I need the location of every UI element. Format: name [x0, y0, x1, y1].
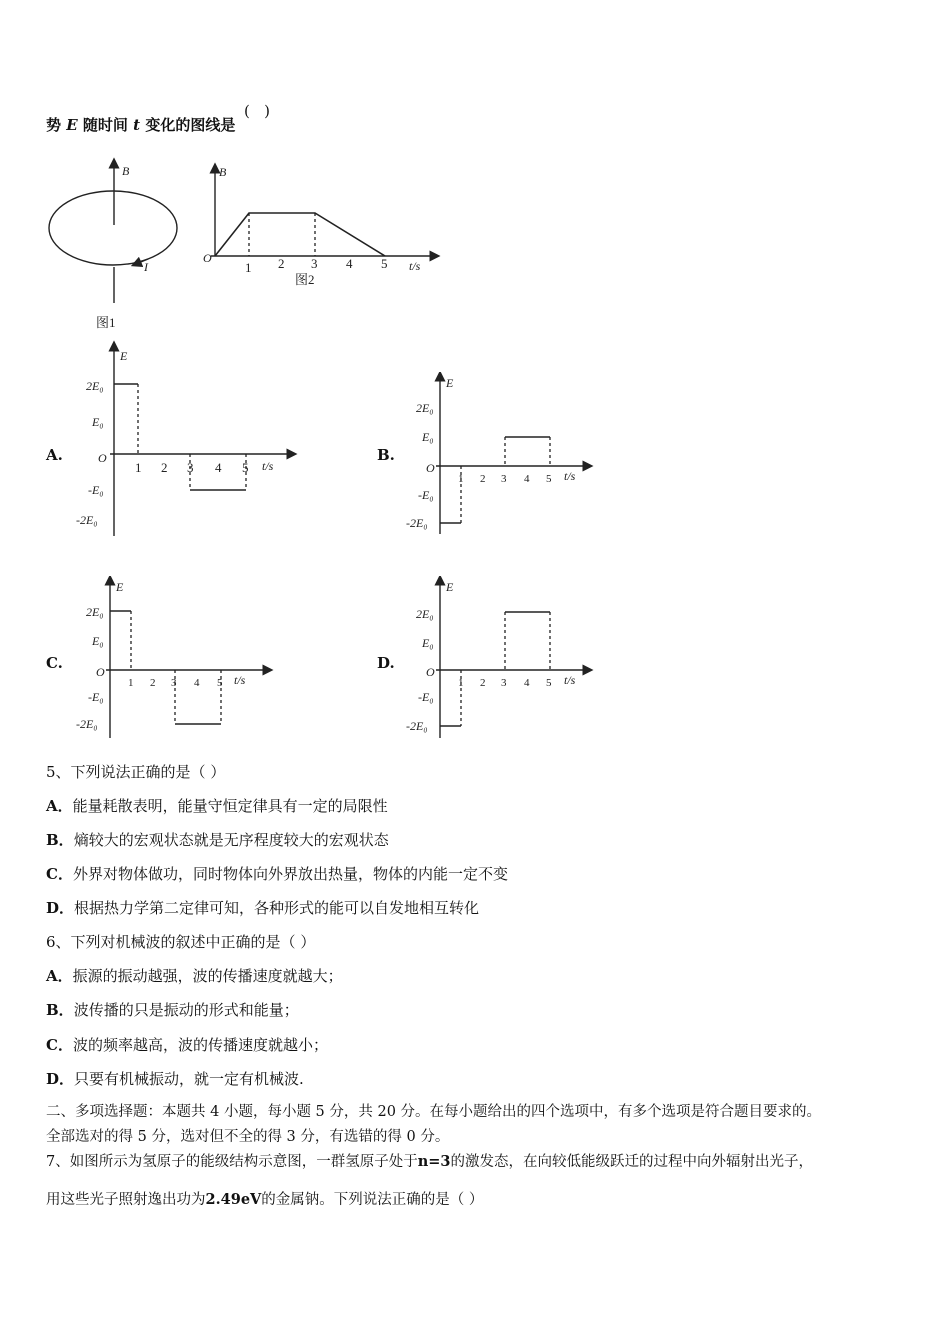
q6-option-b [46, 1000, 299, 1020]
q7-line2-b: 的金属钠。下列说法正确的是（ ） [261, 1192, 484, 1208]
q6-d-text: 只要有机械振动，就一定有机械波. [74, 1070, 304, 1088]
q5-option-a [46, 796, 388, 816]
intro-var-t: t [133, 116, 141, 134]
graph-a-xtick-2: 2 [161, 460, 168, 475]
fig2-xlabel: t/s [409, 259, 421, 273]
fig2-caption: 图2 [295, 272, 315, 287]
graph-a-ytick-e0: E₀ [92, 415, 104, 429]
graph-b-xtick-5: 5 [546, 473, 552, 485]
option-label-B: B. [377, 446, 395, 464]
graph-a-xlabel: t/s [262, 459, 274, 473]
graph-b-ylabel: E [446, 376, 454, 390]
graph-a-xtick-5: 5 [242, 460, 249, 475]
q5-b-key: B． [46, 831, 74, 849]
q6-c-text: 波的频率越高，波的传播速度就越小； [72, 1036, 328, 1054]
fig1-caption: 图1 [96, 315, 116, 330]
graph-d-xtick-4: 4 [524, 677, 530, 689]
fig2-tick-2: 2 [278, 256, 285, 271]
q7-ev: 2.49eV [205, 1191, 262, 1208]
graph-c-ytick-e0: E₀ [92, 634, 104, 648]
graph-d-xtick-1: 1 [458, 677, 464, 689]
fig2-tick-1: 1 [245, 260, 252, 275]
graph-c-ylabel: E [116, 580, 124, 594]
graph-d-ytick-e0: E₀ [422, 636, 434, 650]
q5-a-key: A． [46, 797, 73, 815]
q6-c-key: C． [46, 1036, 73, 1054]
fig2-b-curve [215, 213, 385, 256]
graph-b-ytick-neg-2e0: -2E₀ [406, 516, 428, 530]
figure-2 [195, 158, 445, 293]
q5-option-b [46, 830, 389, 850]
q5-option-d [46, 898, 479, 918]
q5-d-key: D． [46, 899, 75, 917]
graph-c-ytick-neg-2e0: -2E₀ [76, 717, 98, 731]
graph-d-origin: O [426, 665, 435, 679]
q6-b-text: 波传播的只是振动的形式和能量； [73, 1001, 299, 1019]
graph-d-xtick-2: 2 [480, 677, 486, 689]
graph-d-xlabel: t/s [564, 673, 576, 687]
graph-c-ytick-neg-e0: -E₀ [88, 690, 104, 704]
fig1-label-B: B [122, 164, 130, 178]
option-label-A: A. [46, 446, 63, 464]
q7-line1-a: 7、如图所示为氢原子的能级结构示意图，一群氢原子处于 [46, 1154, 418, 1170]
fig2-label-B: B [219, 165, 227, 179]
q5-option-c [46, 864, 508, 884]
graph-a-ytick-neg-e0: -E₀ [88, 483, 104, 497]
intro-text-1: 势 [46, 116, 62, 134]
graph-a-xtick-4: 4 [215, 460, 222, 475]
q6-stem: 6、下列对机械波的叙述中正确的是（ ） [46, 933, 316, 951]
graph-d-ytick-neg-e0: -E₀ [418, 690, 434, 704]
current-loop [49, 191, 177, 265]
graph-a-origin: O [98, 451, 107, 465]
graph-b-xtick-1: 1 [458, 473, 464, 485]
graph-c-xtick-1: 1 [128, 677, 134, 689]
q7-line2 [46, 1190, 483, 1210]
graph-c-xtick-3: 3 [171, 677, 177, 689]
intro-text-2: 随时间 [82, 116, 128, 134]
graph-a-xtick-1: 1 [135, 460, 142, 475]
graph-b-ytick-2e0: 2E₀ [416, 401, 434, 415]
section2-line2: 全部选对的得 5 分，选对但不全的得 3 分，有选错的得 0 分。 [46, 1129, 450, 1145]
graph-a-ylabel: E [120, 349, 128, 363]
fig2-origin: O [203, 251, 212, 265]
graph-c-xlabel: t/s [234, 673, 246, 687]
graph-a-ytick-2e0: 2E₀ [86, 379, 104, 393]
graph-d-xtick-5: 5 [546, 677, 552, 689]
graph-d-ytick-neg-2e0: -2E₀ [406, 719, 428, 733]
intro-var-E: E [66, 116, 78, 134]
option-label-C: C. [46, 654, 63, 672]
q5-a-text: 能量耗散表明，能量守恒定律具有一定的局限性 [72, 797, 388, 815]
graph-b-ytick-neg-e0: -E₀ [418, 488, 434, 502]
q5-c-text: 外界对物体做功，同时物体向外界放出热量，物体的内能一定不变 [72, 865, 508, 883]
q5-b-text: 熵较大的宏观状态就是无序程度较大的宏观状态 [73, 831, 389, 849]
q6-option-d [46, 1069, 304, 1089]
graph-b-ytick-e0: E₀ [422, 430, 434, 444]
q6-option-a [46, 966, 343, 986]
graph-c-origin: O [96, 665, 105, 679]
q7-line2-a: 用这些光子照射逸出功为 [46, 1192, 206, 1208]
q6-option-c [46, 1035, 328, 1055]
graph-d-ylabel: E [446, 580, 454, 594]
graph-d-ytick-2e0: 2E₀ [416, 607, 434, 621]
intro-answer-paren: ( ) [244, 102, 271, 120]
q6-d-key: D． [46, 1070, 75, 1088]
option-label-D: D. [377, 654, 395, 672]
graph-a-xtick-3: 3 [187, 460, 194, 475]
q5-d-text: 根据热力学第二定律可知，各种形式的能可以自发地相互转化 [74, 899, 480, 917]
fig2-tick-3: 3 [311, 256, 318, 271]
graph-c-xtick-4: 4 [194, 677, 200, 689]
graph-b-xtick-4: 4 [524, 473, 530, 485]
graph-c-xtick-5: 5 [217, 677, 223, 689]
q6-b-key: B． [46, 1001, 74, 1019]
intro-text-3: 变化的图线是 [145, 116, 236, 134]
graph-d-xtick-3: 3 [501, 677, 507, 689]
graph-b-xtick-2: 2 [480, 473, 486, 485]
graph-option-b [400, 372, 605, 537]
q7-line1 [46, 1152, 813, 1172]
q5-stem: 5、下列说法正确的是（ ） [46, 763, 226, 781]
fig2-tick-5: 5 [381, 256, 388, 271]
graph-option-a [70, 340, 300, 540]
fig1-label-I: I [144, 260, 148, 274]
graph-a-ytick-neg-2e0: -2E₀ [76, 513, 98, 527]
figure-1 [40, 155, 200, 335]
q6-a-text: 振源的振动越强，波的传播速度就越大； [72, 967, 343, 985]
graph-c-ytick-2e0: 2E₀ [86, 605, 104, 619]
graph-b-origin: O [426, 461, 435, 475]
q6-a-key: A． [46, 967, 73, 985]
fig2-tick-4: 4 [346, 256, 353, 271]
graph-c-xtick-2: 2 [150, 677, 156, 689]
section2-line1: 二、多项选择题：本题共 4 小题，每小题 5 分，共 20 分。在每小题给出的四个选项中，有多个选项是符合题目要求的。 [46, 1104, 822, 1120]
intro-line [46, 115, 235, 135]
q7-line1-b: 的激发态，在向较低能级跃迁的过程中向外辐射出光子， [450, 1154, 814, 1170]
graph-option-c [70, 576, 275, 741]
q7-n3: n=3 [417, 1153, 451, 1170]
graph-b-xlabel: t/s [564, 469, 576, 483]
graph-b-xtick-3: 3 [501, 473, 507, 485]
q5-c-key: C． [46, 865, 73, 883]
graph-option-d [400, 576, 605, 741]
